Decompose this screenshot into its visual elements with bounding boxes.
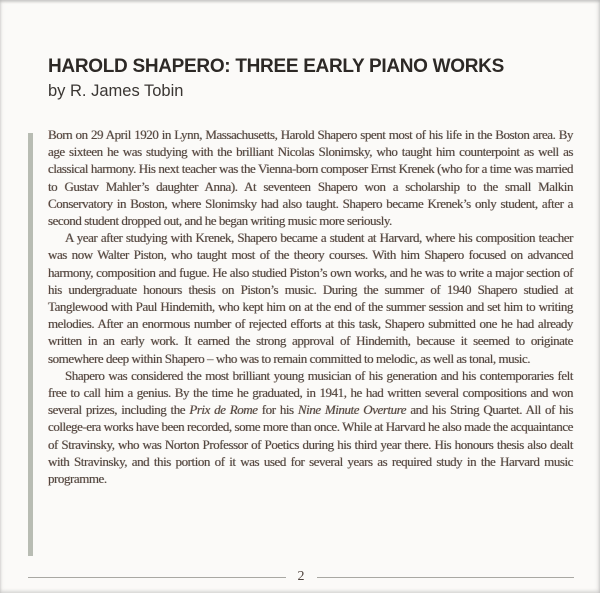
paragraph xyxy=(48,126,573,229)
work-title-nine-minute-overture: Nine Minute Overture xyxy=(297,402,407,418)
article-header xyxy=(48,56,570,101)
left-accent-bar xyxy=(28,133,33,556)
paragraph-text: Born on 29 April 1920 in Lynn, Massachusetts, Harold Shapero spent most of his life in the Boston area. By age sixteen he was studying with the brilliant Nicolas Slonimsky, who taught him counterpoint as well as classical harmony. His next teacher was the Vienna-born composer Ernst Krenek (who for a time was married to Gustav Mahler’s daughter Anna). At seventeen Shapero won a scholarship to the small Malkin Conservatory in Boston, where Slonimsky had also taught. Shapero became Krenek’s only student, after a second student dropped out, and he began writing music more seriously. xyxy=(48,127,573,229)
page-footer xyxy=(28,569,574,585)
byline: by R. James Tobin xyxy=(48,82,184,100)
footer-rule-right xyxy=(317,577,575,578)
page-number: 2 xyxy=(297,569,305,584)
article-body xyxy=(48,126,573,487)
paragraph-text: for his xyxy=(257,402,298,418)
paragraph xyxy=(48,229,573,367)
paragraph xyxy=(48,367,573,487)
paragraph-text: A year after studying with Krenek, Shapero became a student at Harvard, where his composition teacher was now Walter Piston, who taught most of the theory courses. With him Shapero focused on advanced harmony, composition and fugue. He also studied Piston’s own works, and he was to write a major section of his undergraduate honours thesis on Piston’s music. During the summer of 1940 Shapero studied at Tanglewood with Paul Hindemith, who kept him on at the end of the summer session and set him to writing melodies. After an enormous number of rejected efforts at this task, Shapero submitted one he had already written in an early work. It earned the strong approval of Hindemith, because it seemed to originate somewhere deep within Shapero – who was to remain committed to melodic, as well as tonal, music. xyxy=(48,230,573,366)
paragraph-text: and his String Quartet. All of his college-era works have been recorded, some more than once. While at Harvard he also made the acquaintance of Stravinsky, who was Norton Professor of Poetics during his third year there. His honours thesis also dealt with Stravinsky, and this portion of it was used for several years as required study in the Harvard music programme. xyxy=(48,402,574,487)
page-title: HAROLD SHAPERO: THREE EARLY PIANO WORKS xyxy=(48,56,504,77)
work-title-prix-de-rome: Prix de Rome xyxy=(189,402,258,418)
footer-rule-left xyxy=(28,577,286,578)
paragraph-text: Shapero was considered the most brilliant young musician of his generation and his contemporaries felt free to call him a genius. By the time he graduated, in 1941, he had written several compositions and won several prizes, including the xyxy=(48,367,573,418)
